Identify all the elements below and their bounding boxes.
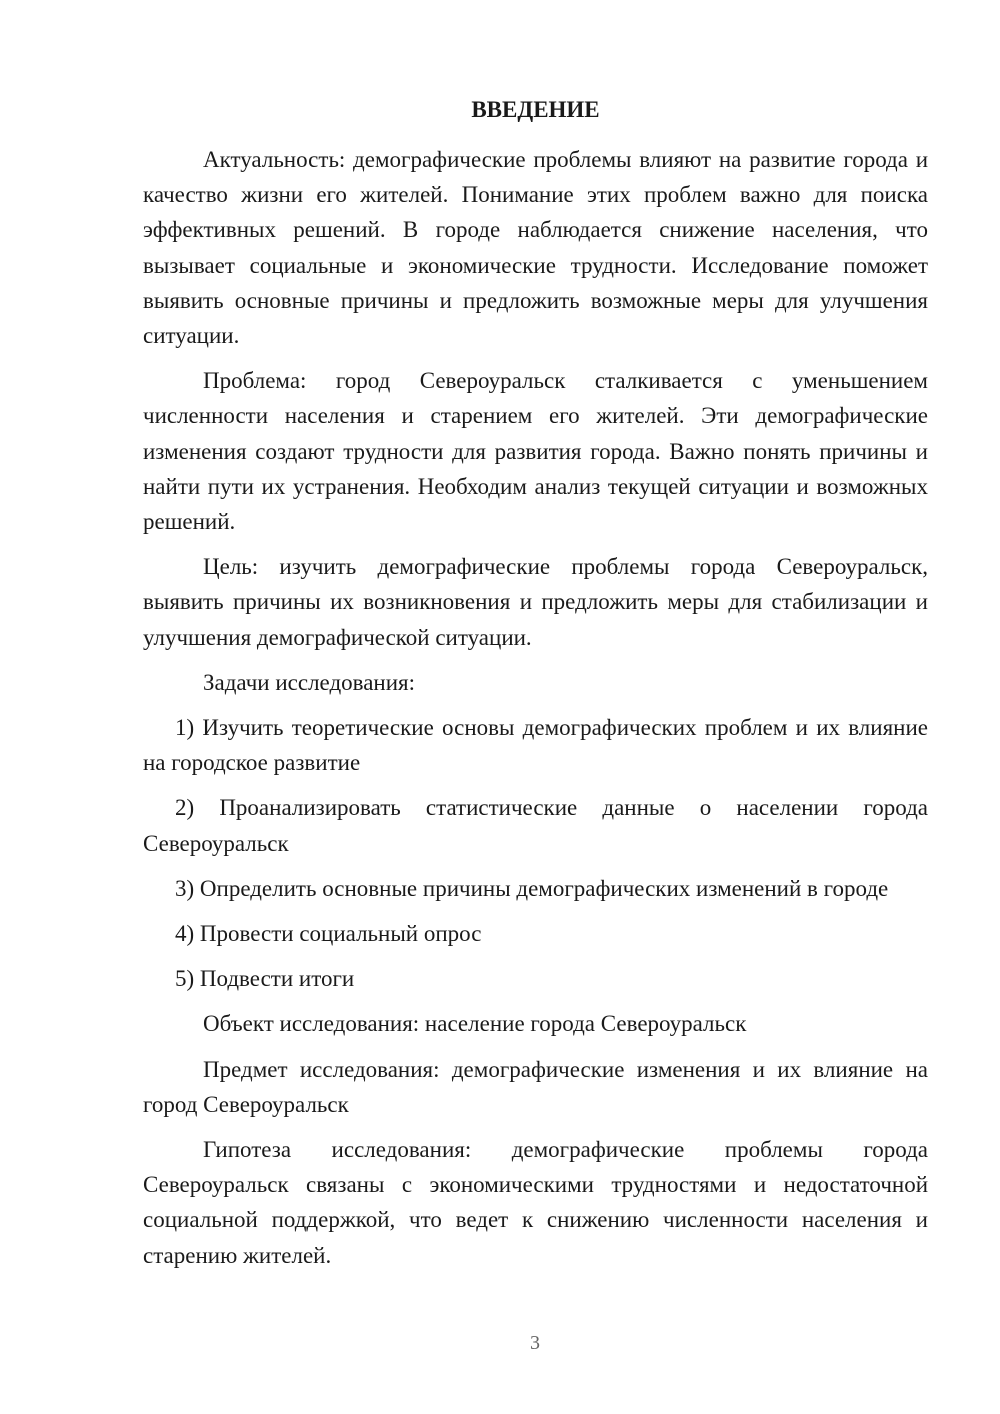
hypothesis-paragraph: Гипотеза исследования: демографические проблемы города Североуральск связаны с экономическими трудностями и недостаточной социальной поддержкой, что ведет к снижению численности населения и старению жителей. [143,1137,928,1268]
tasks-intro: Задачи исследования: [203,669,416,695]
document-body [143,142,928,1273]
relevance-paragraph: Актуальность: демографические проблемы влияют на развитие города и качество жизни его жителей. Понимание этих проблем важно для поиска эффективных решений. В городе наблюдается снижение населения, что вызывает социальные и экономические трудности. Исследование поможет выявить основные причины и предложить возможные меры для улучшения ситуации. [143,147,928,349]
task-item-3: 3) Определить основные причины демографических изменений в городе [175,875,889,901]
object-paragraph: Объект исследования: население города Североуральск [203,1011,747,1037]
task-item-2: 2) Проанализировать статистические данные о населении города Североуральск [143,795,928,856]
page-number: 3 [530,1332,540,1354]
task-item-4: 4) Провести социальный опрос [175,921,482,947]
page-title: ВВЕДЕНИЕ [471,97,600,122]
task-item-1: 1) Изучить теоретические основы демографических проблем и их влияние на городское развитие [143,715,928,776]
task-item-5: 5) Подвести итоги [175,966,355,992]
problem-paragraph: Проблема: город Североуральск сталкивается с уменьшением численности населения и старением его жителей. Эти демографические изменения создают трудности для развития города. Важно понять причины и найти пути их устранения. Необходим анализ текущей ситуации и возможных решений. [143,368,928,535]
subject-paragraph: Предмет исследования: демографические изменения и их влияние на город Североуральск [143,1056,928,1117]
goal-paragraph: Цель: изучить демографические проблемы города Североуральск, выявить причины их возникновения и предложить меры для стабилизации и улучшения демографической ситуации. [143,554,928,650]
